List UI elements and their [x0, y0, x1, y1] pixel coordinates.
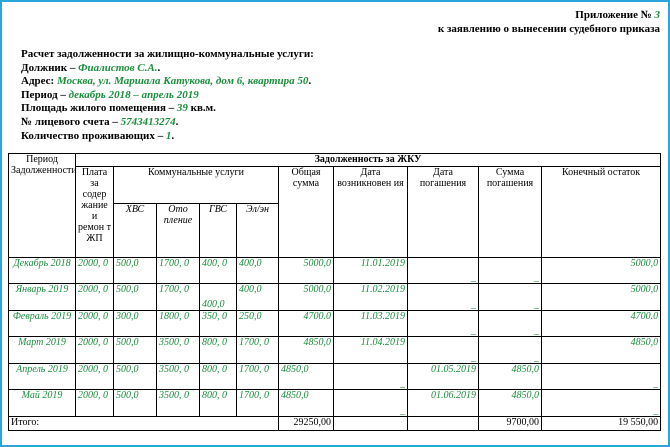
debt-info-block	[21, 48, 314, 143]
col-header-electricity: Эл/эн	[237, 203, 279, 257]
address-line: Адрес: Москва, ул. Маршала Катукова, дом 6, квартира 50.	[21, 75, 312, 88]
appendix-number: 3	[654, 9, 660, 21]
col-header-utilities: Коммунальные услуги	[114, 167, 279, 204]
col-header-hot-water: ГВС	[200, 203, 237, 257]
header-row-1	[9, 154, 661, 167]
totals-paid-sum: 9700,00	[479, 416, 542, 430]
table-row: Апрель 2019 2000, 0 500,0 3500, 0 800, 0 1700, 0 4850,0 _ 01.05.2019 4850,0 _	[9, 363, 661, 389]
address-value: Москва, ул. Маршала Катукова, дом 6, квартира 50	[56, 75, 309, 88]
debtor-name: Фиалистов С.А.	[78, 61, 158, 74]
col-header-maintenance: Плата за содер жание и ремон т ЖП	[76, 167, 114, 258]
col-header-total: Общая сумма	[279, 167, 334, 258]
table-row: Январь 2019 2000, 0 500,0 1700, 0 400,0 400,0 5000,0 11.02.2019 _ _ 5000,0	[9, 284, 661, 310]
account-line: № лицевого счета – 5743413274.	[21, 115, 179, 128]
col-header-group: Задолженность за ЖКУ	[76, 154, 661, 167]
debtor-line: Должник – Фиалистов С.А..	[21, 61, 161, 74]
period-line: Период – декабрь 2018 – апрель 2019	[21, 88, 199, 101]
table-row: Декабрь 2018 2000, 0 500,0 1700, 0 400, 0 400,0 5000,0 11.01.2019 _ _ 5000,0	[9, 257, 661, 283]
period-value: декабрь 2018 – апрель 2019	[68, 88, 199, 101]
area-value: 39	[176, 102, 188, 115]
totals-total: 29250,00	[279, 416, 334, 430]
appendix-line-1: Приложение № 3	[575, 9, 660, 21]
calc-title: Расчет задолженности за жилищно-коммунальные услуги:	[21, 48, 314, 60]
col-header-date-paid: Дата погашения	[408, 167, 479, 258]
residents-line: Количество проживающих – 1.	[21, 129, 175, 142]
col-header-date-occurred: Дата возникновен ия	[334, 167, 408, 258]
residents-value: 1	[165, 129, 172, 142]
col-header-balance: Конечный остаток	[542, 167, 661, 258]
totals-label: Итого:	[9, 416, 279, 430]
appendix-line-2: к заявлению о вынесении судебного приказа	[437, 23, 660, 35]
appendix-header	[438, 8, 660, 36]
table-row: Февраль 2019 2000, 0 300,0 1800, 0 350, 0 250,0 4700.0 11.03.2019 _ _ 4700.0	[9, 310, 661, 336]
debt-table	[8, 153, 661, 431]
table-row: Март 2019 2000, 0 500,0 3500, 0 800, 0 1700, 0 4850,0 11.04.2019 _ _ 4850,0	[9, 337, 661, 363]
area-line: Площадь жилого помещения – 39 кв.м.	[21, 102, 216, 115]
totals-balance: 19 550,00	[542, 416, 661, 430]
col-header-heating: Ото пление	[157, 203, 200, 257]
account-value: 5743413274	[120, 115, 176, 128]
col-header-amount-paid: Сумма погашения	[479, 167, 542, 258]
header-row-2	[9, 167, 661, 204]
totals-row	[9, 416, 661, 430]
col-header-period: Период Задолженности	[9, 154, 76, 258]
table-row: Май 2019 2000, 0 500,0 3500, 0 800, 0 1700, 0 4850,0 _ 01.06.2019 4850,0 _	[9, 390, 661, 416]
col-header-cold-water: ХВС	[114, 203, 157, 257]
